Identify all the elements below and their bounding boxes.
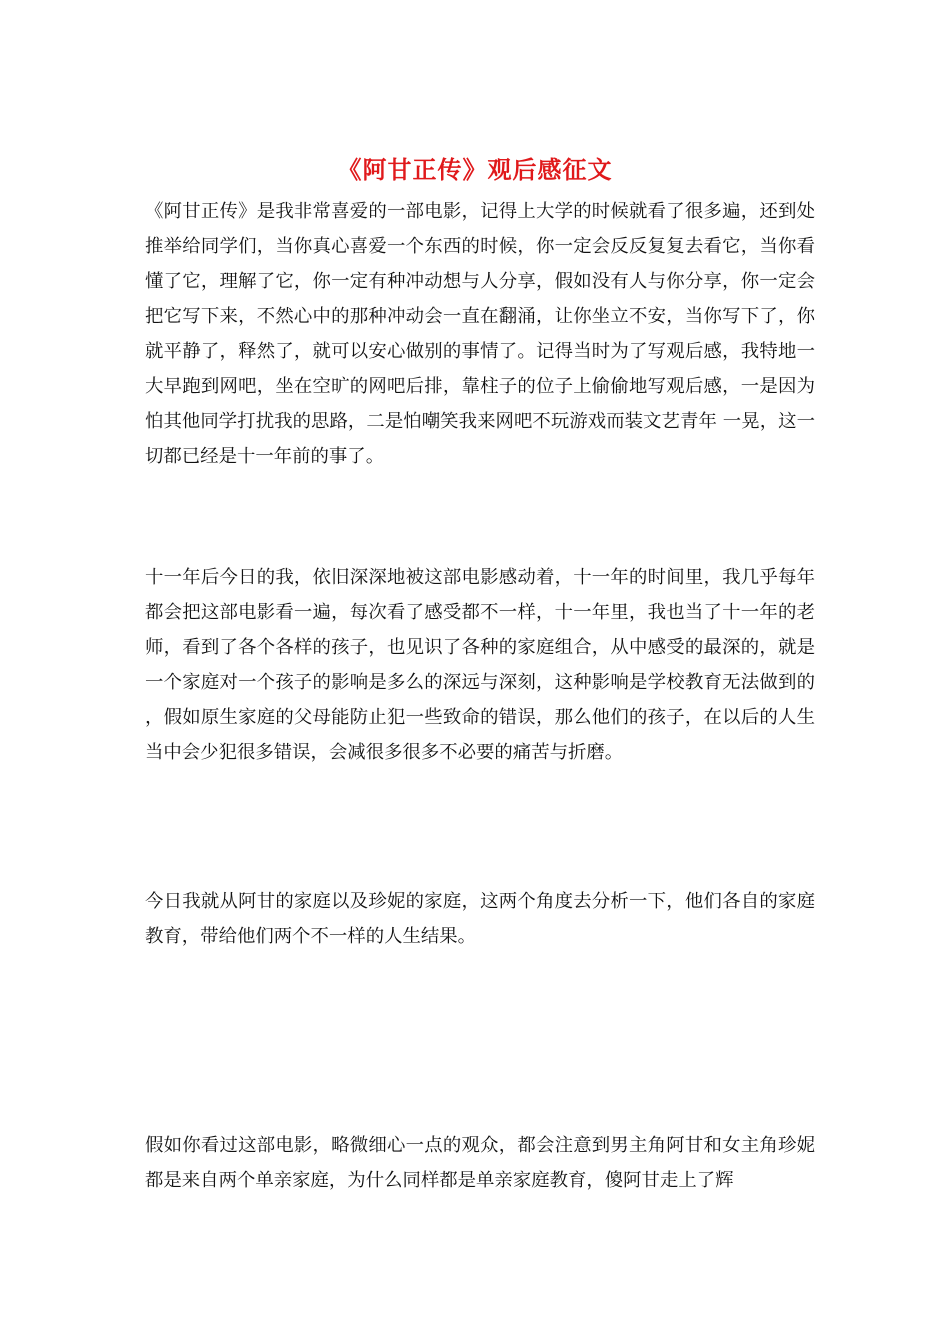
- paragraph-1: 《阿甘正传》是我非常喜爱的一部电影，记得上大学的时候就看了很多遍，还到处推举给同学们，当你真心喜爱一个东西的时候，你一定会反反复复去看它，当你看懂了它，理解了它，你一定有种冲动想与人分享，假如没有人与你分享，你一定会把它写下来，不然心中的那种冲动会一直在翻涌，让你坐立不安，当你写下了，你就平静了，释然了，就可以安心做别的事情了。记得当时为了写观后感，我特地一大早跑到网吧，坐在空旷的网吧后排，靠柱子的位子上偷偷地写观后感，一是因为怕其他同学打扰我的思路，二是怕嘲笑我来网吧不玩游戏而装文艺青年 一晃，这一切都已经是十一年前的事了。: [145, 201, 815, 467]
- document-title: 《阿甘正传》观后感征文: [337, 155, 613, 184]
- paragraph-2: 十一年后今日的我，依旧深深地被这部电影感动着，十一年的时间里，我几乎每年都会把这部电影看一遍，每次看了感受都不一样，十一年里，我也当了十一年的老师，看到了各个各样的孩子，也见识了各种的家庭组合，从中感受的最深的，就是一个家庭对一个孩子的影响是多么的深远与深刻，这种影响是学校教育无法做到的，假如原生家庭的父母能防止犯一些致命的错误，那么他们的孩子，在以后的人生当中会少犯很多错误，会减很多很多不必要的痛苦与折磨。: [145, 567, 815, 763]
- paragraph-3: 今日我就从阿甘的家庭以及珍妮的家庭，这两个角度去分析一下，他们各自的家庭教育，带给他们两个不一样的人生结果。: [145, 891, 815, 947]
- paragraph-4: 假如你看过这部电影，略微细心一点的观众，都会注意到男主角阿甘和女主角珍妮都是来自两个单亲家庭，为什么同样都是单亲家庭教育，傻阿甘走上了辉: [145, 1135, 815, 1191]
